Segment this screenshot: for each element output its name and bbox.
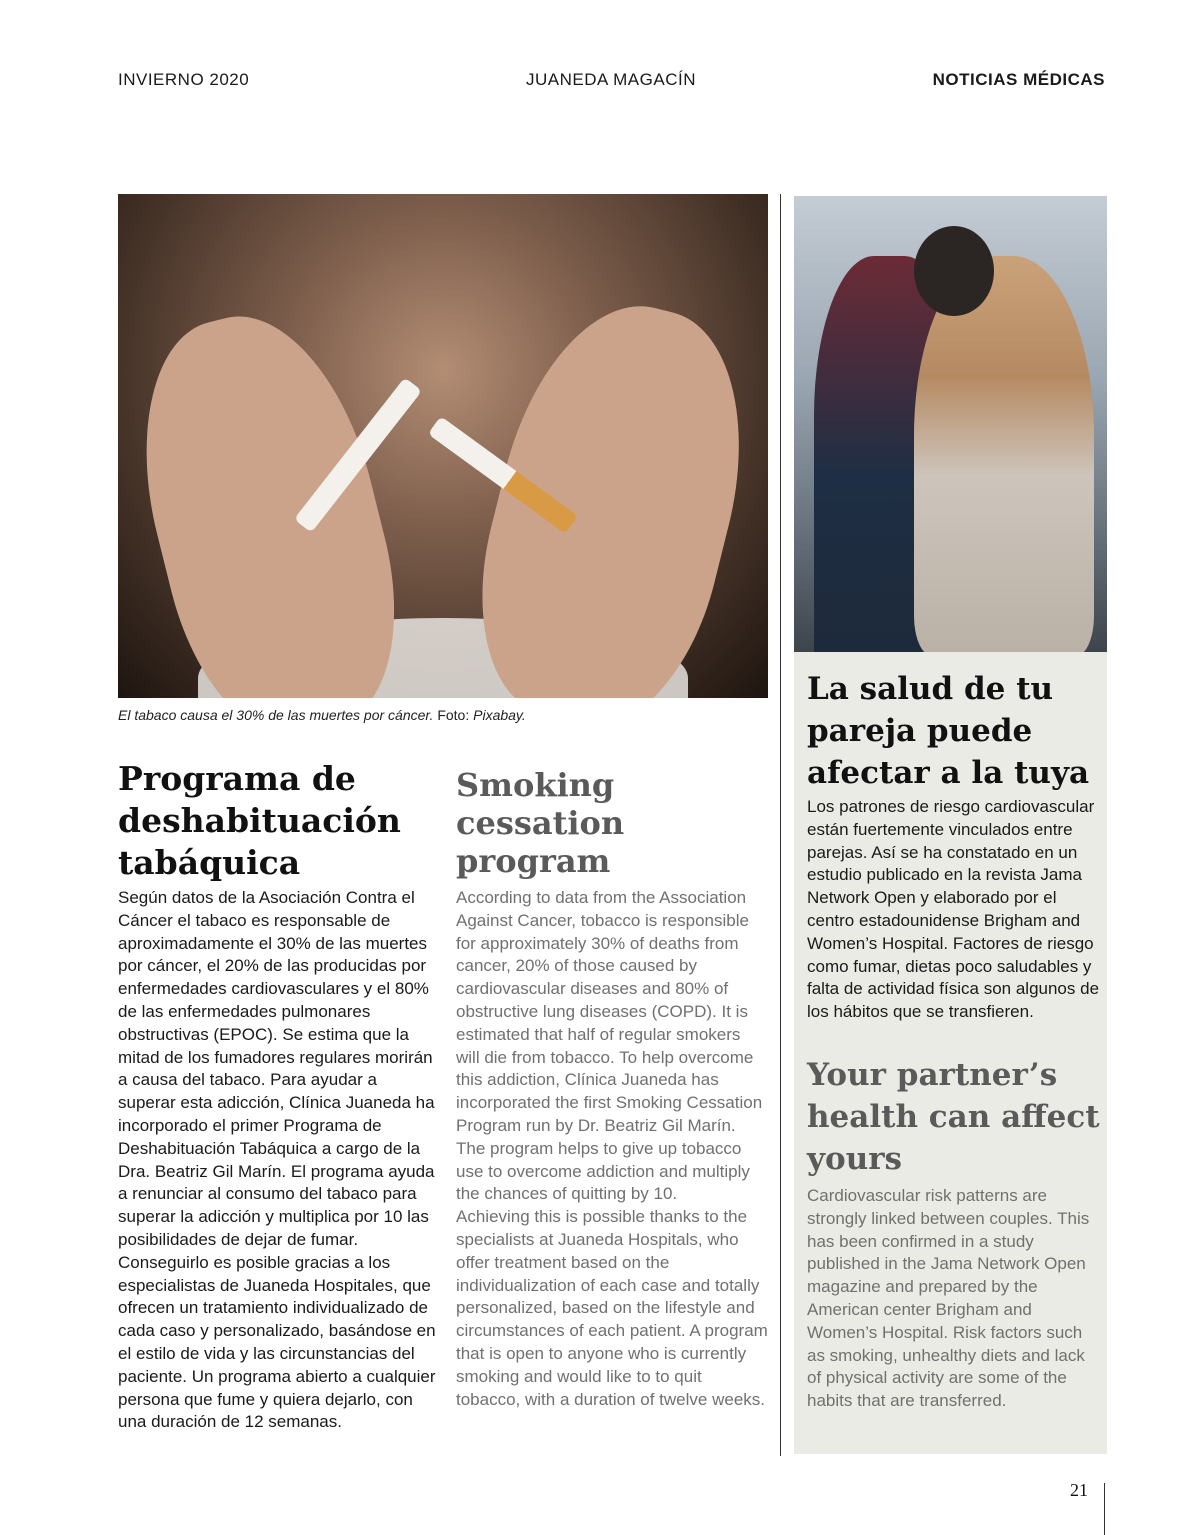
photo-caption	[118, 707, 526, 723]
article-es-paragraph-2: Conseguirlo es posible gracias a los especialistas de Juaneda Hospitales, que ofrecen un tratamiento individualizado de cada caso y personalizado, basándose en el estilo de vida y las circunstancias del paciente. Un programa abierto a cualquier persona que fume y quiera dejarlo, con una duración de 12 semanas.	[118, 1252, 436, 1432]
column-divider	[780, 194, 781, 1456]
photo-woman	[914, 256, 1094, 652]
photo-right-hand	[451, 282, 768, 698]
main-photo-broken-cigarette	[118, 194, 768, 698]
sidebar-box	[794, 196, 1107, 1454]
article-en-paragraph-1: According to data from the Association Against Cancer, tobacco is responsible for approximately 30% of deaths from cancer, 20% of those caused by cardiovascular diseases and 80% of obstructive lung diseases (COPD). It is estimated that half of regular smokers will die from tobacco. To help overcome this addiction, Clínica Juaneda has incorporated the first Smoking Cessation Program run by Dr. Beatriz Gil Marín. The program helps to give up tobacco use to overcome addiction and multiply the chances of quitting by 10.	[456, 888, 763, 1204]
caption-text: El tabaco causa el 30% de las muertes por cáncer.	[118, 707, 434, 723]
photo-left-hand	[118, 294, 426, 698]
magazine-name: JUANEDA MAGACÍN	[526, 70, 696, 89]
article-es-paragraph-1: Según datos de la Asociación Contra el Cáncer el tabaco es responsable de aproximadamente el 30% de las muertes por cáncer, el 20% de las producidas por enfermedades cardiovasculares y el 80% de las enfermedades pulmonares obstructivas (EPOC). Se estima que la mitad de los fumadores regulares morirán a causa del tabaco. Para ayudar a superar esta adicción, Clínica Juaneda ha incorporado el primer Programa de Deshabituación Tabáquica a cargo de la Dra. Beatriz Gil Marín. El programa ayuda a renunciar al consumo del tabaco para superar la adicción y multiplica por 10 las posibilidades de dejar de fumar.	[118, 888, 435, 1249]
article-en-paragraph-2: Achieving this is possible thanks to the specialists at Juaneda Hospitals, who offer treatment based on the individualization of each case and totally personalized, based on the lifestyle and circumstances of each patient. A program that is open to anyone who is currently smoking and would like to to quit tobacco, with a duration of twelve weeks.	[456, 1207, 768, 1409]
sidebar-body-es: Los patrones de riesgo cardiovascular están fuertemente vinculados entre parejas. Así se ha constatado en un estudio publicado en la revista Jama Network Open y elaborado por el centro estadounidense Brigham and Women’s Hospital. Factores de riesgo como fumar, dietas poco saludables y falta de actividad física son algunos de los hábitos que se transfieren.	[807, 797, 1100, 1022]
article-title-es: Programa de deshabituación tabáquica	[118, 759, 401, 882]
page-number-rule	[1104, 1483, 1105, 1535]
photo-head	[914, 226, 994, 316]
article-body-en	[456, 887, 768, 1411]
sidebar-title-en: Your partner’s health can affect yours	[807, 1057, 1100, 1177]
sidebar-photo-couple	[794, 196, 1107, 652]
caption-credit: Foto:	[433, 707, 474, 723]
sidebar-body-en: Cardiovascular risk patterns are strongly linked between couples. This has been confirmed in a study published in the Jama Network Open magazine and prepared by the American center Brigham and Women’s Hospital. Risk factors such as smoking, unhealthy diets and lack of physical activity are some of the habits that are transferred.	[807, 1186, 1090, 1411]
page-number: 21	[1070, 1480, 1088, 1500]
article-body-es	[118, 887, 436, 1434]
issue-date: INVIERNO 2020	[118, 70, 250, 89]
sidebar-title-es: La salud de tu pareja puede afectar a la tuya	[807, 671, 1090, 791]
section-name: NOTICIAS MÉDICAS	[932, 70, 1105, 89]
article-title-en: Smoking cessation program	[456, 766, 625, 880]
caption-source: Pixabay.	[473, 707, 526, 723]
